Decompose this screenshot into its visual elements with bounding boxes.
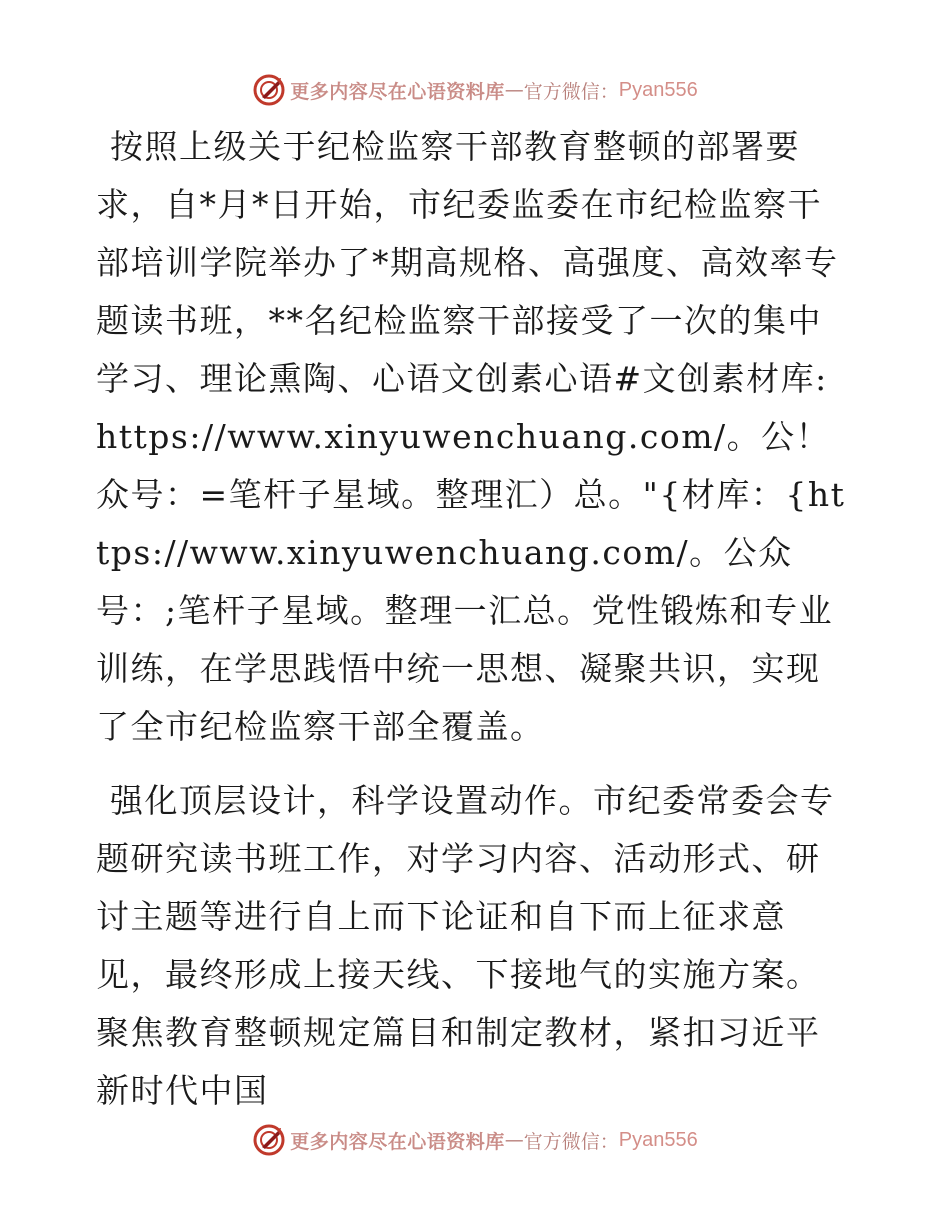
paragraph-1: 按照上级关于纪检监察干部教育整顿的部署要求，自*月*日开始，市纪委监委在市纪检监察干部培训学院举办了*期高规格、高强度、高效率专题读书班，**名纪检监察干部接受了一次的集中学习、理论熏陶、心语文创素心语#文创素材库: https://www.xinyuwenchuang.com/。公！众号：=笔杆子星域。整理汇）总。"{材库：{https://www.xinyuwenchuang.com/。公众号：;笔杆子星域。整理一汇总。党性锻炼和专业训练，在学思践悟中统一思想、凝聚共识，实现了全市纪检监察干部全覆盖。 <box>96 127 846 746</box>
brand-logo-icon <box>252 1123 286 1157</box>
document-body <box>96 118 852 1120</box>
footer-wechat-id: Pyan556 <box>618 1128 698 1151</box>
header-brand-text: 更多内容尽在心语资料库 <box>290 80 505 103</box>
header-wechat-id: Pyan556 <box>618 78 698 101</box>
footer-separator: — <box>504 1129 524 1151</box>
footer-watermark <box>0 1120 950 1160</box>
header-watermark <box>0 70 950 110</box>
footer-brand-text: 更多内容尽在心语资料库 <box>290 1130 505 1153</box>
brand-logo-icon <box>252 73 286 107</box>
header-wechat-label: 官方微信： <box>523 80 619 103</box>
footer-wechat-label: 官方微信： <box>523 1130 619 1153</box>
paragraph-2: 强化顶层设计，科学设置动作。市纪委常委会专题研究读书班工作，对学习内容、活动形式、研讨主题等进行自上而下论证和自下而上征求意见，最终形成上接天线、下接地气的实施方案。聚焦教育整顿规定篇目和制定教材，紧扣习近平新时代中国 <box>96 781 835 1110</box>
header-separator: — <box>504 79 524 101</box>
